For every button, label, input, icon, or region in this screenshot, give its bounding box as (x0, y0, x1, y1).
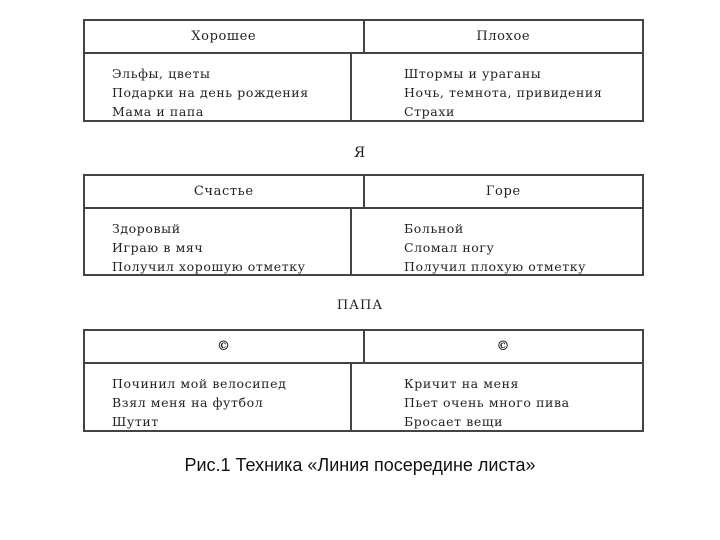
list-item: Сломал ногу (404, 240, 495, 255)
list-item: Больной (404, 221, 464, 236)
column-good (85, 54, 352, 121)
list-item: Мама и папа (112, 104, 204, 119)
column-happiness (85, 209, 352, 276)
table-happiness-grief (83, 174, 644, 276)
section-label-ya: Я (353, 145, 367, 161)
header-symbol-left: © (85, 331, 365, 362)
header-grief: Горе (485, 184, 521, 199)
list-item: Штормы и ураганы (404, 66, 542, 81)
list-item: Починил мой велосипед (112, 376, 287, 391)
table-header (85, 21, 642, 54)
table-papa (83, 329, 644, 432)
list-item: Страхи (404, 104, 455, 119)
table-header (85, 176, 642, 209)
column-positive (85, 364, 352, 431)
list-item: Шутит (112, 414, 159, 429)
header-good: Хорошее (85, 21, 365, 52)
table-good-bad (83, 19, 644, 122)
list-item: Подарки на день рождения (112, 85, 309, 100)
list-item: Эльфы, цветы (112, 66, 211, 81)
list-item: Получил плохую отметку (404, 259, 587, 274)
list-item: Пьет очень много пива (404, 395, 570, 410)
table-header (85, 331, 642, 364)
list-item: Играю в мяч (112, 240, 204, 255)
column-bad (352, 54, 642, 121)
header-symbol-right: © (496, 339, 511, 354)
column-grief (352, 209, 642, 276)
section-label-papa: ПАПА (336, 298, 384, 313)
header-bad: Плохое (476, 29, 531, 44)
list-item: Кричит на меня (404, 376, 519, 391)
header-happiness: Счастье (85, 176, 365, 207)
list-item: Бросает вещи (404, 414, 504, 429)
list-item: Получил хорошую отметку (112, 259, 306, 274)
figure-caption: Рис.1 Техника «Линия посередине листа» (184, 455, 536, 475)
list-item: Здоровый (112, 221, 181, 236)
column-negative (352, 364, 642, 431)
list-item: Ночь, темнота, привидения (404, 85, 603, 100)
list-item: Взял меня на футбол (112, 395, 264, 410)
